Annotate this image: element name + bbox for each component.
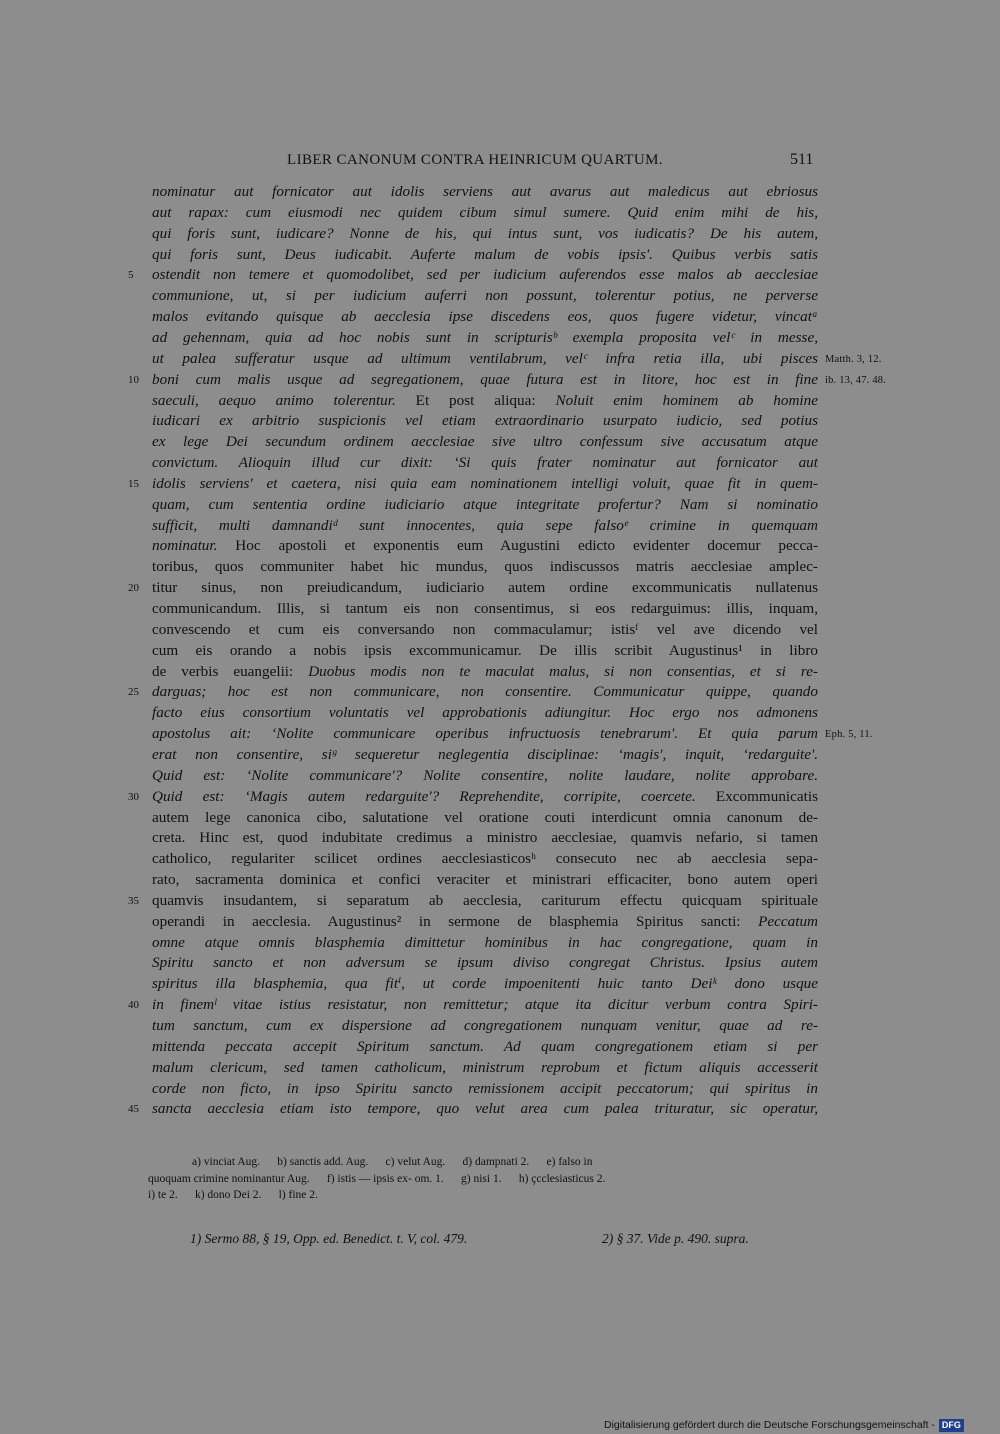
text-segment: in finemˡ vitae istius resistatur, non remittetur; atque ita dicitur verbum contra Spiri- bbox=[152, 996, 818, 1014]
text-line bbox=[152, 911, 818, 932]
funding-text: Digitalisierung gefördert durch die Deutsche Forschungsgemeinschaft - bbox=[604, 1419, 935, 1431]
dfg-logo: DFG bbox=[939, 1419, 964, 1432]
text-segment: creta. Hinc est, quod indubitate credimus a ministro aecclesiae, quamvis nefario, si tamen bbox=[152, 829, 818, 847]
text-segment: nominatur aut fornicator aut idolis serviens aut avarus aut maledicus aut ebriosus bbox=[152, 183, 818, 200]
text-segment: Peccatum bbox=[758, 912, 818, 930]
text-segment: nominatur. bbox=[152, 537, 218, 555]
text-segment: Et post aliqua: bbox=[395, 391, 556, 409]
text-line bbox=[152, 765, 818, 786]
text-line bbox=[152, 994, 818, 1015]
line-number: 30 bbox=[128, 790, 139, 803]
line-number: 5 bbox=[128, 269, 134, 282]
page-header bbox=[0, 152, 1000, 174]
text-segment: quam, cum sententia ordine iudiciario atque integritate profertur? Nam si nominatio bbox=[152, 495, 818, 513]
text-line bbox=[152, 932, 818, 953]
text-line bbox=[152, 556, 818, 577]
text-segment: qui foris sunt, iudicare? Nonne de his, qui intus sunt, vos iudicatis? De his autem, bbox=[152, 224, 818, 242]
line-number: 15 bbox=[128, 477, 139, 490]
line-number: 25 bbox=[128, 686, 139, 699]
line-number: 45 bbox=[128, 1103, 139, 1116]
text-segment: Spiritu sancto et non adversum se ipsum diviso congregat Christus. Ipsius autem bbox=[152, 954, 818, 972]
text-segment: Hoc apostoli et exponentis eum Augustini edicto evidenter docemur pecca- bbox=[217, 537, 818, 555]
text-segment: Excommunicatis bbox=[695, 787, 818, 805]
text-line bbox=[152, 348, 818, 369]
source-note-1: 1) Sermo 88, § 19, Opp. ed. Benedict. t. V, col. 479. bbox=[190, 1231, 468, 1246]
text-line bbox=[152, 306, 818, 327]
text-line bbox=[152, 848, 818, 869]
text-segment: mittenda peccata accepit Spiritum sanctum. Ad quam congregationem etiam si per bbox=[152, 1037, 818, 1055]
line-number: 10 bbox=[128, 373, 139, 386]
text-line bbox=[152, 577, 818, 598]
text-line bbox=[152, 640, 818, 661]
text-line bbox=[152, 1078, 818, 1099]
text-line bbox=[152, 1015, 818, 1036]
text-segment: de verbis euangelii: bbox=[152, 662, 309, 680]
text-segment: erat non consentire, siᵍ sequeretur neglegentia disciplinae: ‘magis', inquit, ‘redarguite'. bbox=[152, 745, 818, 763]
margin-reference: ib. 13, 47. 48. bbox=[825, 374, 887, 386]
text-line bbox=[152, 661, 818, 682]
text-segment: quamvis insudantem, si separatum ab aecclesia, cariturum effectu quicquam spirituale bbox=[152, 891, 818, 909]
text-line bbox=[152, 1098, 818, 1119]
text-segment: ostendit non temere et quomodolibet, sed per iudicium auferendos esse malos ab aecclesiae bbox=[152, 266, 818, 284]
text-segment: ex lege Dei secundum ordinem aecclesiae sive ultro confessum sive accusatum atque bbox=[152, 433, 818, 451]
text-segment: idolis serviens' et caetera, nisi quia eam nominationem intelligi voluit, quae fit in quem- bbox=[152, 474, 818, 492]
line-number: 40 bbox=[128, 999, 139, 1012]
margin-reference: Eph. 5, 11. bbox=[825, 729, 873, 741]
running-title: LIBER CANONUM CONTRA HEINRICUM QUARTUM. bbox=[287, 152, 663, 168]
text-segment: tum sanctum, cum ex dispersione ad congregationem nunquam venitur, quae ad re- bbox=[152, 1017, 818, 1034]
text-line bbox=[152, 223, 818, 244]
text-line bbox=[152, 598, 818, 619]
text-segment: toribus, quos communiter habet hic mundus, quos indiscussos matris aecclesiae amplec- bbox=[152, 558, 818, 576]
text-segment: cum eis orando a nobis ipsis excommunicamur. De illis scribit Augustinus¹ in libro bbox=[152, 641, 818, 659]
text-segment: sufficit, multi damnandiᵈ sunt innocentes, quia sepe falsoᵉ crimine in quemquam bbox=[152, 516, 818, 534]
text-line bbox=[152, 1057, 818, 1078]
text-line bbox=[152, 369, 818, 390]
text-line bbox=[152, 744, 818, 765]
text-segment: Quid est: ‘Nolite communicare'? Nolite consentire, nolite laudare, nolite approbare. bbox=[152, 766, 818, 784]
text-segment: malos evitando quisque ab aecclesia ipse discedens eos, quos fugere videtur, vincatᵃ bbox=[152, 308, 818, 326]
text-segment: iudicari ex arbitrio suspicionis vel etiam extraordinario usurpato iudicio, sed potius bbox=[152, 412, 818, 430]
text-line bbox=[152, 807, 818, 828]
text-line bbox=[152, 264, 818, 285]
text-segment: Noluit enim hominem ab homine bbox=[555, 391, 818, 409]
text-line bbox=[152, 890, 818, 911]
text-segment: omne atque omnis blasphemia dimittetur hominibus in hac congregatione, quam in bbox=[152, 933, 818, 951]
text-line bbox=[152, 285, 818, 306]
text-segment: corde non ficto, in ipso Spiritu sancto remissionem accipit peccatorum; qui spiritus in bbox=[152, 1079, 818, 1097]
text-line bbox=[152, 202, 818, 223]
text-line bbox=[152, 786, 818, 807]
footnote-line: a) vinciat Aug. b) sanctis add. Aug. c) velut Aug. d) dampnati 2. e) falso in bbox=[192, 1156, 593, 1168]
text-line bbox=[152, 723, 818, 744]
text-segment: Quid est: ‘Magis autem redarguite'? Reprehendite, corripite, coercete. bbox=[152, 787, 696, 805]
text-segment: darguas; hoc est non communicare, non consentire. Communicatur quippe, quando bbox=[152, 683, 818, 701]
text-line bbox=[152, 494, 818, 515]
text-line bbox=[152, 410, 818, 431]
text-line bbox=[152, 452, 818, 473]
text-line bbox=[152, 181, 818, 202]
text-segment: rato, sacramenta dominica et confici veraciter et ministrari efficaciter, bono autem operi bbox=[152, 871, 818, 889]
text-segment: titur sinus, non preiudicandum, iudiciario autem ordine excommunicatis nullatenus bbox=[152, 579, 818, 597]
text-line bbox=[152, 327, 818, 348]
source-note-2: 2) § 37. Vide p. 490. supra. bbox=[602, 1231, 749, 1246]
text-line bbox=[152, 619, 818, 640]
text-line bbox=[152, 827, 818, 848]
line-number: 20 bbox=[128, 582, 139, 595]
line-number: 35 bbox=[128, 894, 139, 907]
footnote-line: i) te 2. k) dono Dei 2. l) fine 2. bbox=[148, 1189, 318, 1201]
text-line bbox=[152, 952, 818, 973]
text-segment: convictum. Alioquin illud cur dixit: ‘Si quis frater nominatur aut fornicator aut bbox=[152, 454, 818, 472]
margin-reference: Matth. 3, 12. bbox=[825, 353, 882, 365]
text-segment: aut rapax: cum eiusmodi nec quidem cibum simul sumere. Quid enim mihi de his, bbox=[152, 203, 818, 221]
text-segment: communicandum. Illis, si tantum eis non consentimus, si eos redarguimus: illis, inquam, bbox=[152, 600, 818, 617]
text-line bbox=[152, 702, 818, 723]
text-segment: ut palea sufferatur usque ad ultimum ventilabrum, velᶜ infra retia illa, ubi pisces bbox=[152, 349, 818, 367]
text-segment: Duobus modis non te maculat malus, si non consentias, et si re- bbox=[308, 662, 818, 680]
text-segment: catholico, regulariter scilicet ordines aecclesiasticosʰ consecuto nec ab aecclesia sepa- bbox=[152, 850, 818, 868]
text-segment: operandi in aecclesia. Augustinus² in sermone de blasphemia Spiritus sancti: bbox=[152, 912, 759, 930]
page-number: 511 bbox=[790, 151, 814, 168]
text-segment: saeculi, aequo animo tolerentur. bbox=[152, 391, 396, 409]
text-segment: apostolus ait: ‘Nolite communicare operibus infructuosis tenebrarum'. Et quia parum bbox=[152, 725, 818, 743]
text-line bbox=[152, 390, 818, 411]
text-line bbox=[152, 681, 818, 702]
text-segment: facto eius consortium voluntatis vel approbationis adiungitur. Hoc ergo nos admonens bbox=[152, 704, 818, 722]
text-segment: ad gehennam, quia ad hoc nobis sunt in scripturisᵇ exempla proposita velᶜ in messe, bbox=[152, 328, 818, 346]
footnote-line: quoquam crimine nominantur Aug. f) istis — ipsis ex- om. 1. g) nisi 1. h) çcclesiasticus 2. bbox=[148, 1172, 606, 1185]
text-segment: qui foris sunt, Deus iudicabit. Auferte malum de vobis ipsis'. Quibus verbis satis bbox=[152, 245, 818, 263]
funding-notice bbox=[604, 1419, 964, 1432]
text-segment: spiritus illa blasphemia, qua fitⁱ, ut corde impoenitenti huic tanto Deiᵏ dono usque bbox=[152, 975, 818, 993]
text-segment: sancta aecclesia etiam isto tempore, quo velut area cum palea trituratur, sic operatur, bbox=[152, 1100, 818, 1118]
text-line bbox=[152, 431, 818, 452]
text-segment: autem lege canonica cibo, salutatione vel oratione couti interdicunt omnia canonum de- bbox=[152, 808, 818, 826]
text-line bbox=[152, 515, 818, 536]
text-line bbox=[152, 1036, 818, 1057]
text-segment: convescendo et cum eis conversando non commaculamur; istisᶠ vel ave dicendo vel bbox=[152, 620, 818, 638]
text-line bbox=[152, 869, 818, 890]
text-segment: malum clericum, sed tamen catholicum, ministrum reprobum et fictum aliquis accesserit bbox=[152, 1058, 818, 1076]
text-line bbox=[152, 244, 818, 265]
text-line bbox=[152, 535, 818, 556]
text-segment: boni cum malis usque ad segregationem, quae futura est in litore, hoc est in fine bbox=[152, 370, 818, 388]
text-line bbox=[152, 973, 818, 994]
text-line bbox=[152, 473, 818, 494]
text-segment: communione, ut, si per iudicium auferri non possunt, tolerentur potius, ne perverse bbox=[152, 287, 818, 305]
